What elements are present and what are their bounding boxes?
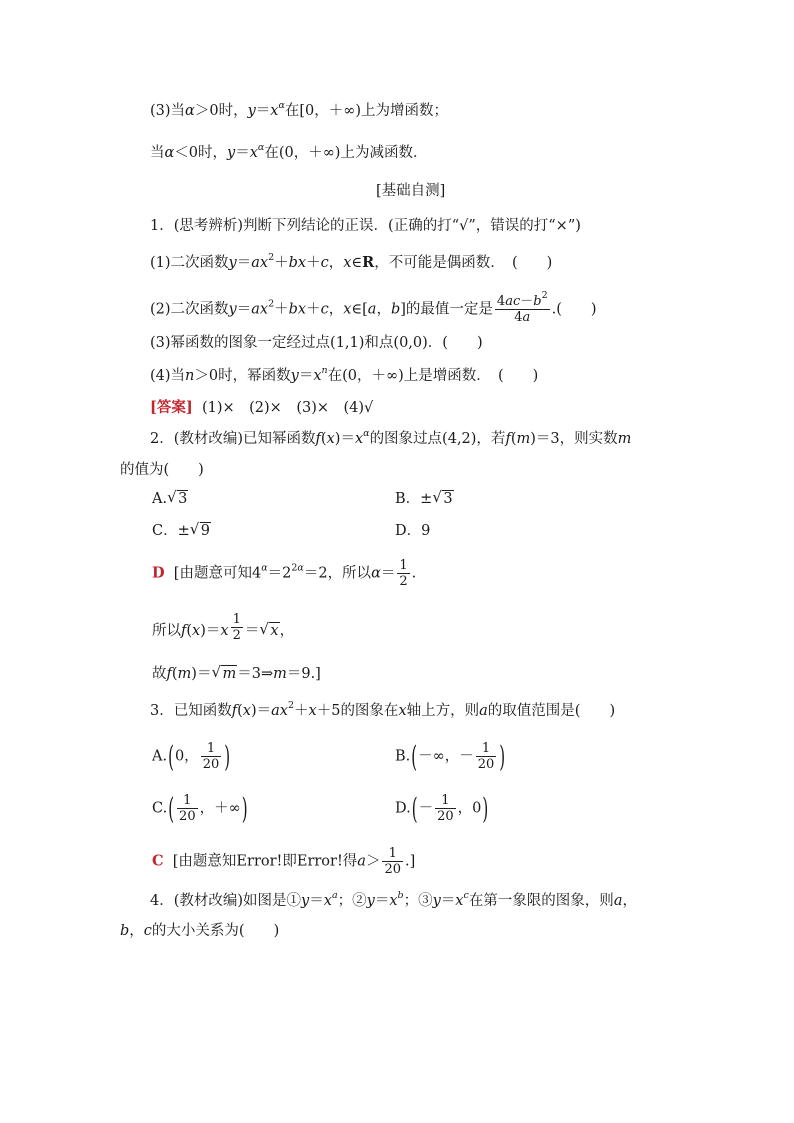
monotonic-decreasing-line: 当α＜0时，$y=x^\alpha$在(0，＋∞)上为减函数． [150, 142, 428, 161]
question-3-option-b: B.(－∞，－ $\frac{1}{20}$ ) [395, 739, 506, 774]
question-1-stem: 1．(思考辨析)判断下列结论的正误．(正确的打“√”，错误的打“×”) [150, 218, 581, 234]
question-1-item-4: (4)当n＞0时，幂函数$y=x^n$在(0，＋∞)上是增函数． ( ) [150, 365, 539, 384]
question-1-item-2: (2)二次函数$y=ax^2+bx+c$，x∈[a，b]的最值一定是 $\frac{4ac-b^2}{4a}$ .( ) [150, 290, 597, 325]
answer-label: [答案] [150, 399, 193, 416]
answer-letter: D [152, 564, 165, 582]
question-2-option-c: C．±√ 9 [152, 521, 211, 541]
question-1-item-1: (1)二次函数$y=ax^2+bx+c$，x∈R，不可能是偶函数． ( ) [150, 252, 553, 271]
question-2-solution-line3: 故f(m)＝√ m＝3⇒m＝9.] [152, 664, 321, 684]
question-3-option-c: C.( $\frac{1}{20}$ ，＋∞) [152, 791, 248, 826]
question-2-option-a: A.√ 3 [152, 489, 188, 509]
question-2-solution-line2: 所以f(x)＝x $\frac{1}{2}$ ＝√ x， [152, 612, 294, 643]
question-3-option-d: D.(－ $\frac{1}{20}$ ，0) [395, 791, 489, 826]
question-2-option-d: D．9 [395, 523, 431, 539]
question-2-stem: 2．(教材改编)已知幂函数$f(x)=x^\alpha$的图象过点(4,2)，若f(m)＝3，则实数m [150, 428, 632, 447]
question-4-stem: 4．(教材改编)如图是$①y=x^a$；$②y=x^b$；$③y=x^c$在第一象限的图象，则a， [150, 890, 637, 909]
question-3-option-a: A.(0， $\frac{1}{20}$ ) [152, 739, 231, 774]
fraction: $\frac{4ac-b^2}{4a}$ [496, 290, 548, 325]
monotonic-increasing-line: (3)当α＞0时，$y=x^\alpha$在[0，＋∞)上为增函数； [150, 100, 449, 119]
question-3-stem: 3．已知函数$f(x)=ax^2+x+5$的图象在x轴上方，则a的取值范围是( ) [150, 700, 616, 719]
question-1-item-3: (3)幂函数的图象一定经过点(1,1)和点(0,0)．( ) [150, 335, 483, 351]
question-2-option-b: B．±√ 3 [395, 489, 454, 509]
question-2-solution-line1: D [由题意可知$4^\alpha=2^{2\alpha}=2$，所以α＝ $\frac{1}{2}$ . [152, 558, 417, 589]
question-3-solution: C [由题意知Error!即Error!得a＞ $\frac{1}{20}$ .] [152, 846, 416, 877]
question-4-stem-line2: b，c的大小关系为( ) [120, 923, 280, 939]
question-1-answer: [答案] (1)× (2)× (3)× (4)√ [150, 399, 374, 416]
section-title: [基础自测] [376, 183, 446, 199]
answer-letter: C [152, 852, 164, 870]
question-2-stem-line2: 的值为( ) [120, 462, 204, 478]
